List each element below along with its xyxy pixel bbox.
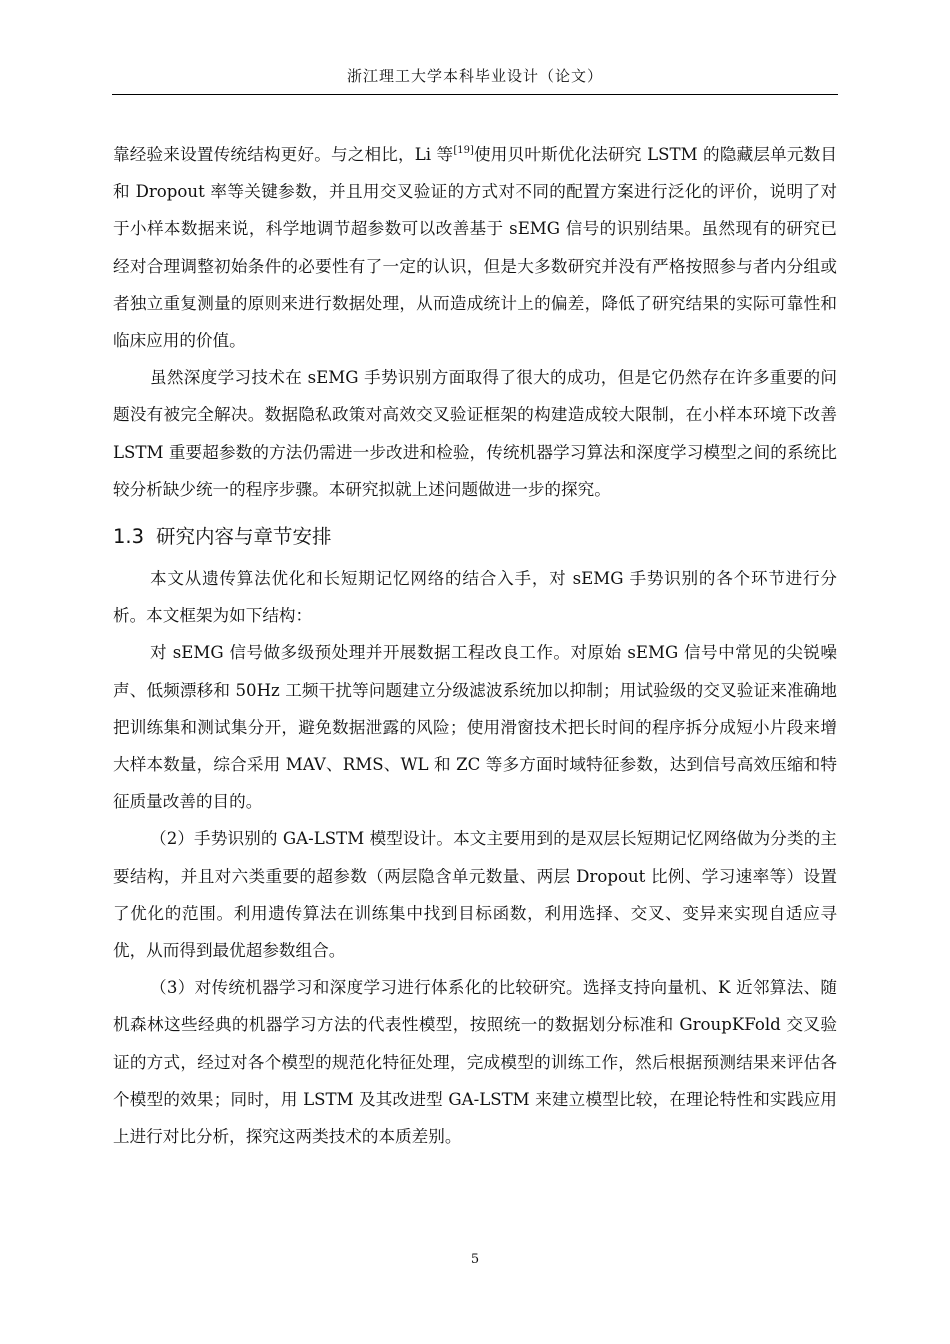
paragraph-1-text-b: 使用贝叶斯优化法研究 LSTM 的隐藏层单元数目和 Dropout 率等关键参数，并且用交叉验证的方式对不同的配置方案进行泛化的评价，说明了对于小样本数据来说，科学地调节超参数可以改善基于 sEMG 信号的识别结果。虽然现有的研究已经对合理调整初始条件的必要性有了一定的认识，但是大多数研究并没有严格按照参与者内分组或者独立重复测量的原则来进行数据处理，从而造成统计上的偏差，降低了研究结果的实际可靠性和临床应用的价值。 — [113, 145, 837, 351]
section-title: 研究内容与章节安排 — [156, 525, 332, 549]
paragraph-3: 本文从遗传算法优化和长短期记忆网络的结合入手，对 sEMG 手势识别的各个环节进行分析。本文框架为如下结构： — [113, 569, 837, 626]
section-heading — [113, 519, 837, 555]
paragraph-1 — [113, 136, 837, 359]
header-rule — [112, 94, 838, 95]
body-text — [113, 136, 837, 1155]
paragraph-1-text-a: 靠经验来设置传统结构更好。与之相比，Li 等 — [113, 145, 454, 164]
section-number: 1.3 — [113, 525, 145, 549]
citation-marker: [19] — [453, 145, 474, 156]
page-header: 浙江理工大学本科毕业设计（论文） — [346, 67, 603, 85]
paragraph-2: 虽然深度学习技术在 sEMG 手势识别方面取得了很大的成功，但是它仍然存在许多重要的问题没有被完全解决。数据隐私政策对高效交叉验证框架的构建造成较大限制，在小样本环境下改善 LSTM 重要超参数的方法仍需进一步改进和检验，传统机器学习算法和深度学习模型之间的系统比较分析缺少统一的程序步骤。本研究拟就上述问题做进一步的探究。 — [113, 368, 837, 499]
paragraph-5: （2）手势识别的 GA-LSTM 模型设计。本文主要用到的是双层长短期记忆网络做为分类的主要结构，并且对六类重要的超参数（两层隐含单元数量、两层 Dropout 比例、学习速率等）设置了优化的范围。利用遗传算法在训练集中找到目标函数，利用选择、交叉、变异来实现自适应寻优，从而得到最优超参数组合。 — [113, 829, 837, 961]
paragraph-6: （3）对传统机器学习和深度学习进行体系化的比较研究。选择支持向量机、K 近邻算法、随机森林这些经典的机器学习方法的代表性模型，按照统一的数据划分标准和 GroupKFold 交叉验证的方式，经过对各个模型的规范化特征处理，完成模型的训练工作，然后根据预测结果来评估各个模型的效果；同时，用 LSTM 及其改进型 GA-LSTM 来建立模型比较，在理论特性和实践应用上进行对比分析，探究这两类技术的本质差别。 — [113, 978, 837, 1147]
page-number: 5 — [470, 1252, 480, 1267]
paragraph-4: 对 sEMG 信号做多级预处理并开展数据工程改良工作。对原始 sEMG 信号中常见的尖锐噪声、低频漂移和 50Hz 工频干扰等问题建立分级滤波系统加以抑制；用试验级的交叉验证来准确地把训练集和测试集分开，避免数据泄露的风险；使用滑窗技术把长时间的程序拆分成短小片段来增大样本数量，综合采用 MAV、RMS、WL 和 ZC 等多方面时域特征参数，达到信号高效压缩和特征质量改善的目的。 — [113, 643, 837, 812]
